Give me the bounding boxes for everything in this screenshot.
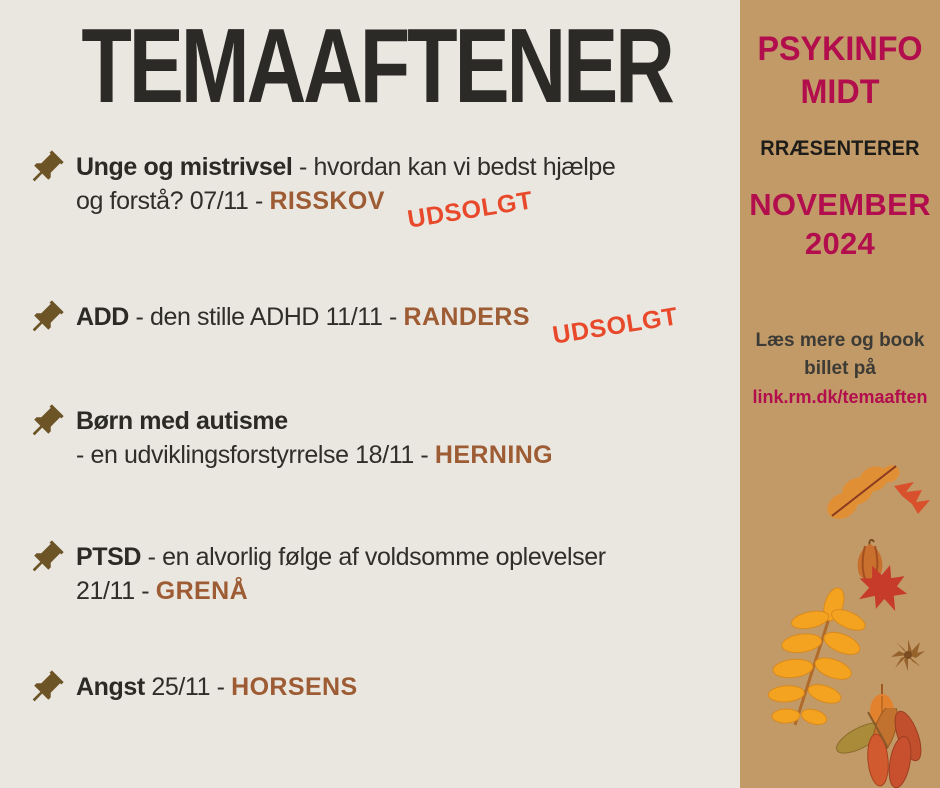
- event-item: [26, 298, 731, 350]
- org-name-line1: PSYKINFO: [757, 30, 923, 68]
- event-text-segment: - hvordan kan vi bedst hjælpe: [292, 153, 616, 181]
- month-line1: NOVEMBER: [749, 187, 931, 222]
- event-title-segment: PTSD: [76, 543, 142, 571]
- page-title: TEMAAFTENER: [81, 7, 672, 125]
- sidebar: [740, 0, 940, 788]
- event-location: RISSKOV: [269, 187, 385, 215]
- org-name: [745, 28, 935, 114]
- booking-info: [740, 327, 940, 383]
- event-text: [76, 668, 358, 704]
- event-item: [26, 668, 731, 708]
- sold-out-badge: UDSOLGT: [550, 302, 680, 350]
- pushpin-icon: [26, 538, 66, 578]
- booking-line1: Læs mere og book: [755, 330, 925, 351]
- event-text-segment: 25/11 -: [144, 673, 232, 701]
- pushpin-icon: [26, 298, 66, 338]
- event-text: [76, 148, 616, 234]
- event-text: [76, 538, 606, 608]
- event-item: [26, 148, 731, 234]
- booking-line2: billet på: [804, 358, 876, 379]
- event-title-segment: Unge og mistrivsel: [76, 153, 293, 181]
- event-location: RANDERS: [403, 303, 530, 331]
- event-location: GRENÅ: [155, 577, 249, 605]
- creeper-leaf-image: [830, 708, 940, 788]
- event-text: [76, 298, 680, 350]
- red-leaf-fragment-image: [892, 480, 932, 518]
- presents-label: RRÆSENTERER: [760, 137, 920, 160]
- org-name-line2: MIDT: [800, 73, 880, 111]
- event-text: [76, 402, 553, 472]
- month-label: [740, 185, 940, 263]
- event-text-segment: - en udviklingsforstyrrelse 18/11 -: [76, 441, 435, 469]
- event-text-segment: og forstå? 07/11 -: [76, 187, 270, 215]
- event-item: [26, 402, 731, 472]
- pushpin-icon: [26, 148, 66, 188]
- event-text-segment: 21/11 -: [76, 577, 156, 605]
- pushpin-icon: [26, 668, 66, 708]
- event-text-segment: - den stille ADHD 11/11 -: [128, 303, 404, 331]
- sold-out-badge: UDSOLGT: [405, 186, 535, 234]
- pushpin-icon: [26, 402, 66, 442]
- event-text-segment: - en alvorlig følge af voldsomme oplevelser: [141, 543, 606, 571]
- star-anise-image: [890, 638, 926, 672]
- event-title-segment: Angst: [76, 673, 145, 701]
- event-title-segment: Børn med autisme: [76, 407, 288, 435]
- event-location: HERNING: [434, 441, 553, 469]
- month-line2: 2024: [804, 226, 876, 261]
- event-title-segment: ADD: [76, 303, 129, 331]
- event-item: [26, 538, 731, 608]
- event-location: HORSENS: [231, 673, 358, 701]
- booking-link[interactable]: link.rm.dk/temaaften: [752, 387, 928, 407]
